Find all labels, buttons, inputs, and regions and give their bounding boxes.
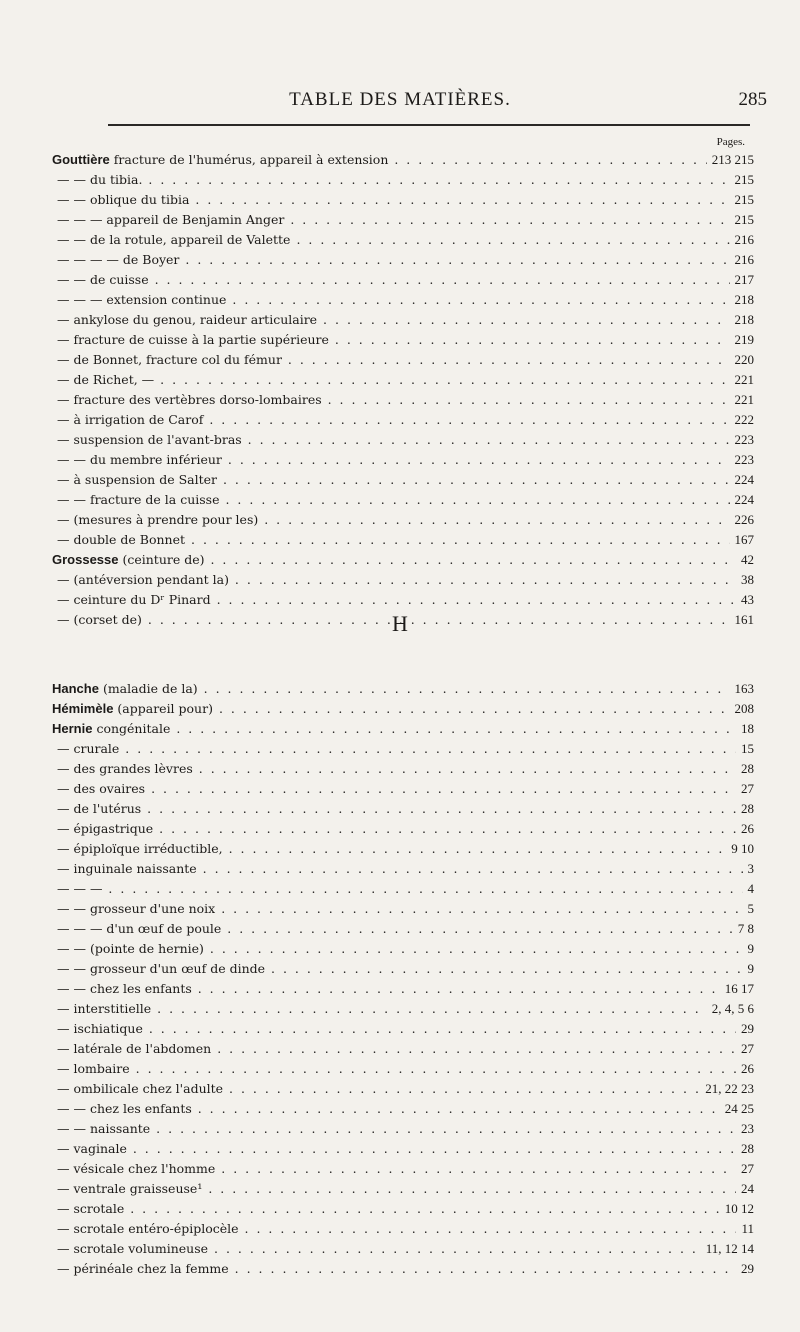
entry-text <box>52 819 754 839</box>
entry-pages: 27 <box>736 779 754 799</box>
entry-pages: 28 <box>736 1139 754 1159</box>
entry-pages: 3 <box>743 859 755 879</box>
index-entry <box>52 350 754 370</box>
entry-label: — — naissante <box>57 1121 151 1136</box>
entry-text <box>52 1219 754 1239</box>
entry-text <box>52 150 754 170</box>
entry-pages: 26 <box>736 819 754 839</box>
index-entry <box>52 310 754 330</box>
entry-pages: 222 <box>730 410 755 430</box>
index-entry <box>52 1159 754 1179</box>
index-entry <box>52 570 754 590</box>
entry-label: — — fracture de la cuisse <box>57 492 220 507</box>
entry-label: — (corset de) <box>57 612 142 627</box>
entry-label: — à irrigation de Carof <box>57 412 204 427</box>
entry-label: congénitale <box>96 721 171 736</box>
running-title: TABLE DES MATIÈRES. <box>289 89 511 110</box>
entry-pages: 28 <box>736 759 754 779</box>
entry-label: — vaginale <box>57 1141 127 1156</box>
entry-pages: 167 <box>730 530 755 550</box>
entry-text <box>52 430 754 450</box>
entry-label: — — — extension continue <box>57 292 227 307</box>
entry-label: (ceinture de) <box>122 552 205 567</box>
entry-pages: 215 <box>730 170 755 190</box>
entry-text <box>52 490 754 510</box>
entry-text <box>52 290 754 310</box>
entry-pages: 9 <box>743 939 755 959</box>
entry-text <box>52 230 754 250</box>
entry-pages: 163 <box>730 679 755 699</box>
entry-headword: Gouttière <box>52 152 110 167</box>
entry-text <box>52 839 754 859</box>
index-entry <box>52 1199 754 1219</box>
entry-pages: 18 <box>736 719 754 739</box>
entry-label: — — de cuisse <box>57 272 149 287</box>
entry-text <box>52 939 754 959</box>
index-entry <box>52 370 754 390</box>
entry-label: — épiploïque irréductible, <box>57 841 223 856</box>
index-entry <box>52 530 754 550</box>
entry-pages: 23 <box>736 1119 754 1139</box>
index-entry <box>52 1059 754 1079</box>
index-entry <box>52 1039 754 1059</box>
entry-pages: 220 <box>730 350 755 370</box>
entry-text <box>52 330 754 350</box>
index-entry <box>52 759 754 779</box>
entry-text <box>52 510 754 530</box>
entry-pages: 27 <box>736 1039 754 1059</box>
entry-label: — double de Bonnet <box>57 532 186 547</box>
entry-pages: 16 17 <box>720 979 754 999</box>
index-entry <box>52 550 754 570</box>
entry-label: — de l'utérus <box>57 801 142 816</box>
entry-label: — ceinture du Dʳ Pinard <box>57 592 211 607</box>
index-entry <box>52 1019 754 1039</box>
entry-pages: 7 8 <box>733 919 754 939</box>
entry-pages: 224 <box>730 470 755 490</box>
index-entry <box>52 490 754 510</box>
entry-pages: 27 <box>736 1159 754 1179</box>
entry-label: — — de la rotule, appareil de Valette <box>57 232 291 247</box>
entry-label: — — oblique du tibia <box>57 192 190 207</box>
entry-pages: 226 <box>730 510 755 530</box>
entry-text <box>52 350 754 370</box>
entry-pages: 11, 12 14 <box>701 1239 754 1259</box>
entry-label: — ventrale graisseuse¹ <box>57 1181 203 1196</box>
entry-pages: 38 <box>736 570 754 590</box>
entry-text <box>52 170 754 190</box>
entry-label: — (mesures à prendre pour les) <box>57 512 259 527</box>
entry-headword: Hémimèle <box>52 701 114 716</box>
index-entry <box>52 1219 754 1239</box>
index-entry <box>52 470 754 490</box>
index-entry <box>52 1079 754 1099</box>
entry-pages: 217 <box>730 270 755 290</box>
entry-label: — lombaire <box>57 1061 130 1076</box>
index-entry <box>52 739 754 759</box>
entry-pages: 219 <box>730 330 755 350</box>
entry-label: — fracture des vertèbres dorso-lombaires <box>57 392 322 407</box>
index-entry <box>52 979 754 999</box>
index-entry <box>52 170 754 190</box>
index-entry <box>52 150 754 170</box>
index-entry <box>52 699 754 719</box>
entry-text <box>52 779 754 799</box>
entry-label: — crurale <box>57 741 120 756</box>
entry-pages: 221 <box>730 370 755 390</box>
entry-pages: 9 <box>743 959 755 979</box>
entry-label: — des ovaires <box>57 781 146 796</box>
entry-pages: 215 <box>730 190 755 210</box>
entry-text <box>52 1059 754 1079</box>
entry-headword: Hernie <box>52 721 93 736</box>
entry-label: — — — appareil de Benjamin Anger <box>57 212 285 227</box>
entry-text <box>52 450 754 470</box>
entry-text <box>52 1139 754 1159</box>
pages-column-label: Pages. <box>716 136 745 148</box>
entry-text <box>52 370 754 390</box>
entry-pages: 24 <box>736 1179 754 1199</box>
entry-label: — — grosseur d'un œuf de dinde <box>57 961 266 976</box>
index-entry <box>52 1239 754 1259</box>
index-entry <box>52 1119 754 1139</box>
entry-pages: 26 <box>736 1059 754 1079</box>
index-entry <box>52 819 754 839</box>
index-entry <box>52 410 754 430</box>
entry-text <box>52 899 754 919</box>
entry-pages: 11 <box>736 1219 754 1239</box>
index-entry <box>52 939 754 959</box>
entry-label: (appareil pour) <box>117 701 213 716</box>
entry-text <box>52 979 754 999</box>
entry-headword: Grossesse <box>52 552 119 567</box>
index-entry <box>52 250 754 270</box>
entry-label: — — grosseur d'une noix <box>57 901 216 916</box>
index-entry <box>52 270 754 290</box>
entry-label: — inguinale naissante <box>57 861 197 876</box>
entry-text <box>52 250 754 270</box>
entry-text <box>52 959 754 979</box>
entry-text <box>52 759 754 779</box>
entry-text <box>52 390 754 410</box>
entry-label: — latérale de l'abdomen <box>57 1041 212 1056</box>
index-entry <box>52 799 754 819</box>
entry-pages: 223 <box>730 430 755 450</box>
index-entry <box>52 1259 754 1279</box>
entry-pages: 208 <box>730 699 755 719</box>
entry-text <box>52 919 754 939</box>
index-section-h <box>52 679 754 1279</box>
index-entry <box>52 959 754 979</box>
entry-text <box>52 530 754 550</box>
entry-pages: 224 <box>730 490 755 510</box>
entry-text <box>52 190 754 210</box>
entry-label: — à suspension de Salter <box>57 472 217 487</box>
entry-pages: 4 <box>743 879 755 899</box>
entry-pages: 216 <box>730 250 755 270</box>
entry-text <box>52 410 754 430</box>
index-entry <box>52 510 754 530</box>
entry-label: — — du membre inférieur <box>57 452 222 467</box>
entry-label: — suspension de l'avant-bras <box>57 432 242 447</box>
index-entry <box>52 839 754 859</box>
entry-pages: 29 <box>736 1259 754 1279</box>
entry-text <box>52 799 754 819</box>
index-entry <box>52 390 754 410</box>
entry-text <box>52 1119 754 1139</box>
entry-label: — périnéale chez la femme <box>57 1261 229 1276</box>
entry-label: — de Richet, — <box>57 372 155 387</box>
entry-pages: 218 <box>730 310 755 330</box>
letter-heading: H <box>392 611 408 636</box>
entry-label: — scrotale <box>57 1201 125 1216</box>
index-entry <box>52 719 754 739</box>
entry-pages: 216 <box>730 230 755 250</box>
entry-text <box>52 550 754 570</box>
entry-label: — — — <box>57 881 103 896</box>
index-entry <box>52 450 754 470</box>
index-entry <box>52 859 754 879</box>
index-entry <box>52 210 754 230</box>
entry-label: — interstitielle <box>57 1001 152 1016</box>
entry-label: — — chez les enfants <box>57 981 192 996</box>
entry-pages: 5 <box>743 899 755 919</box>
entry-text <box>52 699 754 719</box>
page-number: 285 <box>738 89 767 110</box>
index-entry <box>52 330 754 350</box>
entry-label: — ankylose du genou, raideur articulaire <box>57 312 318 327</box>
entry-pages: 218 <box>730 290 755 310</box>
entry-label: — fracture de cuisse à la partie supérieure <box>57 332 329 347</box>
entry-text <box>52 859 754 879</box>
entry-pages: 2, 4, 5 6 <box>707 999 754 1019</box>
entry-label: — — — — de Boyer <box>57 252 180 267</box>
index-entry <box>52 899 754 919</box>
entry-pages: 29 <box>736 1019 754 1039</box>
index-section-g <box>52 150 754 630</box>
entry-pages: 10 12 <box>720 1199 754 1219</box>
entry-pages: 21, 22 23 <box>700 1079 754 1099</box>
entry-label: — de Bonnet, fracture col du fémur <box>57 352 282 367</box>
entry-pages: 161 <box>730 610 755 630</box>
entry-label: — ombilicale chez l'adulte <box>57 1081 224 1096</box>
entry-label: fracture de l'humérus, appareil à extension <box>113 152 389 167</box>
index-entry <box>52 919 754 939</box>
index-entry <box>52 999 754 1019</box>
entry-pages: 9 10 <box>726 839 754 859</box>
index-entry <box>52 879 754 899</box>
entry-label: — (antéversion pendant la) <box>57 572 229 587</box>
index-entry <box>52 290 754 310</box>
index-entry <box>52 1139 754 1159</box>
index-entry <box>52 230 754 250</box>
index-entry <box>52 590 754 610</box>
entry-pages: 221 <box>730 390 755 410</box>
entry-text <box>52 1199 754 1219</box>
entry-pages: 215 <box>730 210 755 230</box>
entry-text <box>52 999 754 1019</box>
entry-label: — ischiatique <box>57 1021 143 1036</box>
entry-text <box>52 1239 754 1259</box>
index-entry <box>52 430 754 450</box>
entry-label: — — — d'un œuf de poule <box>57 921 222 936</box>
entry-pages: 42 <box>736 550 754 570</box>
entry-text <box>52 310 754 330</box>
entry-text <box>52 1019 754 1039</box>
index-entry <box>52 779 754 799</box>
entry-label: — scrotale entéro-épiplocèle <box>57 1221 239 1236</box>
entry-text <box>52 210 754 230</box>
header-rule <box>108 124 750 126</box>
index-entry <box>52 679 754 699</box>
entry-text <box>52 719 754 739</box>
entry-text <box>52 679 754 699</box>
index-entry <box>52 190 754 210</box>
entry-text <box>52 270 754 290</box>
entry-label: — épigastrique <box>57 821 154 836</box>
index-entry <box>52 1099 754 1119</box>
entry-text <box>52 1179 754 1199</box>
entry-label: — scrotale volumineuse <box>57 1241 209 1256</box>
entry-text <box>52 879 754 899</box>
entry-label: — — (pointe de hernie) <box>57 941 204 956</box>
entry-text <box>52 1039 754 1059</box>
entry-pages: 223 <box>730 450 755 470</box>
entry-text <box>52 570 754 590</box>
entry-text <box>52 1099 754 1119</box>
entry-text <box>52 470 754 490</box>
entry-text <box>52 590 754 610</box>
entry-text <box>52 1259 754 1279</box>
entry-label: — — chez les enfants <box>57 1101 192 1116</box>
entry-text <box>52 1079 754 1099</box>
entry-text <box>52 1159 754 1179</box>
entry-pages: 24 25 <box>720 1099 754 1119</box>
entry-text <box>52 739 754 759</box>
entry-pages: 15 <box>736 739 754 759</box>
entry-label: — — du tibia. <box>57 172 143 187</box>
entry-pages: 28 <box>736 799 754 819</box>
entry-label: — des grandes lèvres <box>57 761 193 776</box>
entry-label: (maladie de la) <box>102 681 198 696</box>
entry-headword: Hanche <box>52 681 99 696</box>
entry-label: — vésicale chez l'homme <box>57 1161 216 1176</box>
index-entry <box>52 1179 754 1199</box>
entry-pages: 213 215 <box>707 150 754 170</box>
entry-pages: 43 <box>736 590 754 610</box>
